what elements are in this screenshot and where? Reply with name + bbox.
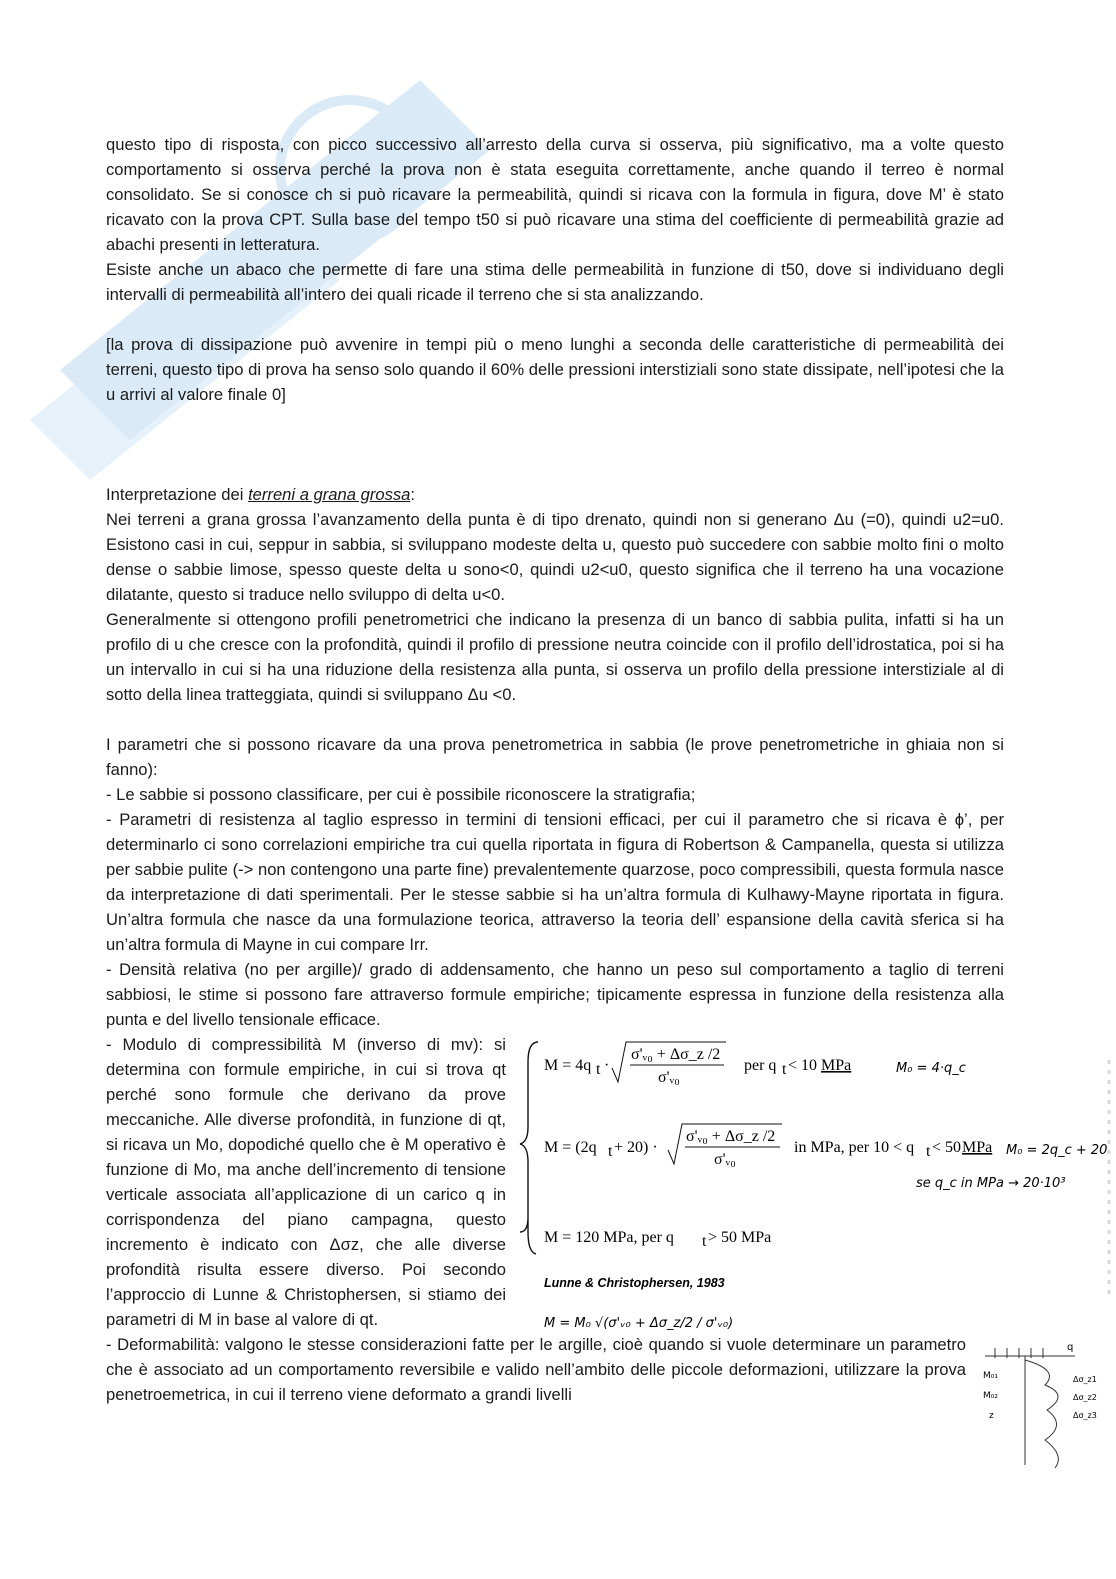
- svg-text:t: t: [702, 1233, 707, 1250]
- svg-text:t: t: [926, 1143, 931, 1160]
- formula-caption: Lunne & Christophersen, 1983: [544, 1276, 725, 1290]
- sketch-label: M₀₂: [983, 1391, 998, 1401]
- paragraph: I parametri che si possono ricavare da una prova penetrometrica in sabbia (le prove penetrometriche in ghiaia non si fanno):: [106, 735, 1004, 779]
- list-item: - Parametri di resistenza al taglio espresso in termini di tensioni efficaci, per cui il parametro che si ricava è ϕ’, per determinarlo ci sono correlazioni empiriche tra cui quella riportata in figura di Robertson & Campanella, questa si utilizza per sabbie pulite (-> non contengono una parte fine) prevalentemente quarzose, poco compressibili, questa formula nasce da interpretazione di dati sperimentali. Per le stesse sabbie si ha un’altra formula di Kulhawy-Mayne riportata in figura. Un’altra formula che nasce da una formulazione teorica, attraverso la teoria dell’ espansione della cavità sferica si ha un’altra formula di Mayne in cui compare Irr.: [106, 810, 1004, 954]
- sketch-label: Δσ_z1: [1073, 1375, 1097, 1384]
- paragraph: Esiste anche un abaco che permette di fare una stima delle permeabilità in funzione di t50, dove si individuano degli intervalli di permeabilità all’intero dei quali ricade il terreno che si sta analizzando.: [106, 260, 1004, 304]
- stress-profile-sketch: [975, 1340, 1115, 1470]
- formula-2-condition: in MPa, per 10 < q: [794, 1139, 915, 1156]
- section-heading-emphasis: terreni a grana grossa: [248, 485, 411, 504]
- compressibility-section: [106, 1032, 1108, 1332]
- sketch-label: Δσ_z2: [1073, 1393, 1097, 1402]
- list-item: - Modulo di compressibilità M (inverso di mv): si determina con formule empiriche, in cui si trova qt perché sono formule che derivano da prove meccaniche. Alle diverse profondità, in funzione di qt, si ricava un Mo, dopodiché quello che è M operativo è funzione di Mo, ma anche dell’incremento di tensione verticale associata all’applicazione di un carico q in corrispondenza del piano campagna, questo incremento è indicato con Δσz, che alle diverse profondità risulta essere diverso. Poi secondo l’approccio di Lunne & Christophersen, si stiamo dei parametri di M in base al valore di qt.: [106, 1035, 506, 1329]
- formula-figure: [516, 1032, 1116, 1332]
- list-item: - Densità relativa (no per argille)/ grado di addensamento, che hanno un peso sul comportamento a taglio di terreni sabbiosi, le stime si possono fare attraverso formule empiriche; tipicamente espressa in funzione della resistenza alla punta e del livello tensionale efficace.: [106, 960, 1004, 1029]
- list-item: - Le sabbie si possono classificare, per cui è possibile riconoscere la stratigrafia;: [106, 785, 696, 804]
- sketch-label: q: [1067, 1342, 1074, 1353]
- svg-text:t: t: [782, 1061, 787, 1078]
- formula-1-lhs: M = 4q: [544, 1057, 592, 1074]
- svg-text:t: t: [608, 1143, 613, 1160]
- formula-3: M = 120 MPa, per q: [544, 1229, 674, 1246]
- formula-1-condition: per q: [744, 1057, 777, 1074]
- formula-1-numerator: σ'ᵥ₀ + Δσ_z /2: [631, 1046, 721, 1063]
- margin-marks: [1102, 1060, 1116, 1300]
- formula-1-denominator: σ'ᵥ₀: [658, 1069, 680, 1086]
- handwritten-note: M₀ = 2q_c + 20: [1006, 1143, 1108, 1158]
- section-heading: Interpretazione dei terreni a grana grossa:: [106, 485, 416, 504]
- formula-1-sub: t: [596, 1061, 601, 1078]
- formula-2-limit: < 50: [932, 1139, 962, 1156]
- formula-2-numerator: σ'ᵥ₀ + Δσ_z /2: [686, 1128, 776, 1145]
- formula-1-unit: MPa: [821, 1057, 852, 1074]
- formula-1-limit: < 10: [788, 1057, 818, 1074]
- svg-text:·: ·: [604, 1057, 610, 1074]
- formula-2-unit: MPa: [962, 1139, 993, 1156]
- sketch-label: Δσ_z3: [1073, 1411, 1097, 1420]
- handwritten-note: M₀ = 4·q_c: [896, 1061, 966, 1076]
- paragraph: Generalmente si ottengono profili penetrometrici che indicano la presenza di un banco di sabbia pulita, infatti si ha un profilo di u che cresce con la profondità, quindi il profilo di pressione neutra coincide con il profilo dell’idrostatica, poi si ha un intervallo in cui si ha una riduzione della resistenza alla punta, si osserva un profilo della pressione interstiziale al di sotto della linea tratteggiata, quindi si sviluppano Δu <0.: [106, 610, 1004, 704]
- handwritten-formula: M = M₀ √(σ'ᵥ₀ + Δσ_z/2 / σ'ᵥ₀): [544, 1316, 734, 1331]
- paragraph: Nei terreni a grana grossa l’avanzamento della punta è di tipo drenato, quindi non si generano Δu (=0), quindi u2=u0. Esistono casi in cui, seppur in sabbia, si sviluppano modeste delta u, questo può succedere con sabbie molto fini o molto dense o sabbie limose, spesso queste delta u sono<0, quindi u2<u0, questo significa che il terreno ha una vocazione dilatante, questo si traduce nello sviluppo di delta u<0.: [106, 510, 1004, 604]
- sketch-label: z: [989, 1411, 994, 1421]
- paragraph: [la prova di dissipazione può avvenire in tempi più o meno lunghi a seconda delle caratteristiche di permeabilità dei terreni, questo tipo di prova ha senso solo quando il 60% delle pressioni interstiziali sono state dissipate, nell’ipotesi che la u arrivi al valore finale 0]: [106, 335, 1004, 404]
- list-item: - Deformabilità: valgono le stesse considerazioni fatte per le argille, cioè quando si vuole determinare un parametro che è associato ad un comportamento reversibile e valido nell’ambito delle piccole deformazioni, utilizzare la prova penetroemetrica, in cui il terreno viene deformato a grandi livelli: [106, 1335, 966, 1404]
- formula-2-denominator: σ'ᵥ₀: [714, 1151, 736, 1168]
- paragraph: questo tipo di risposta, con picco successivo all’arresto della curva si osserva, più significativo, ma a volte questo comportamento si osserva perché la prova non è stata eseguita correttamente, anche quando il terreo è normal consolidato. Se si conosce ch si può ricavare la permeabilità, quindi si ricava con la formula in figura, dove M’ è stato ricavato con la prova CPT. Sulla base del tempo t50 si può ricavare una stima del coefficiente di permeabilità grazie ad abachi presenti in letteratura.: [106, 135, 1004, 254]
- brace-icon: [520, 1042, 538, 1254]
- formula-3-tail: > 50 MPa: [708, 1229, 772, 1246]
- handwritten-note: se q_c in MPa → 20·10³: [916, 1176, 1066, 1191]
- sketch-label: M₀₁: [983, 1371, 998, 1381]
- formula-2-lhs: M = (2q: [544, 1139, 597, 1156]
- formula-2-lhs-tail: + 20) ·: [614, 1139, 658, 1156]
